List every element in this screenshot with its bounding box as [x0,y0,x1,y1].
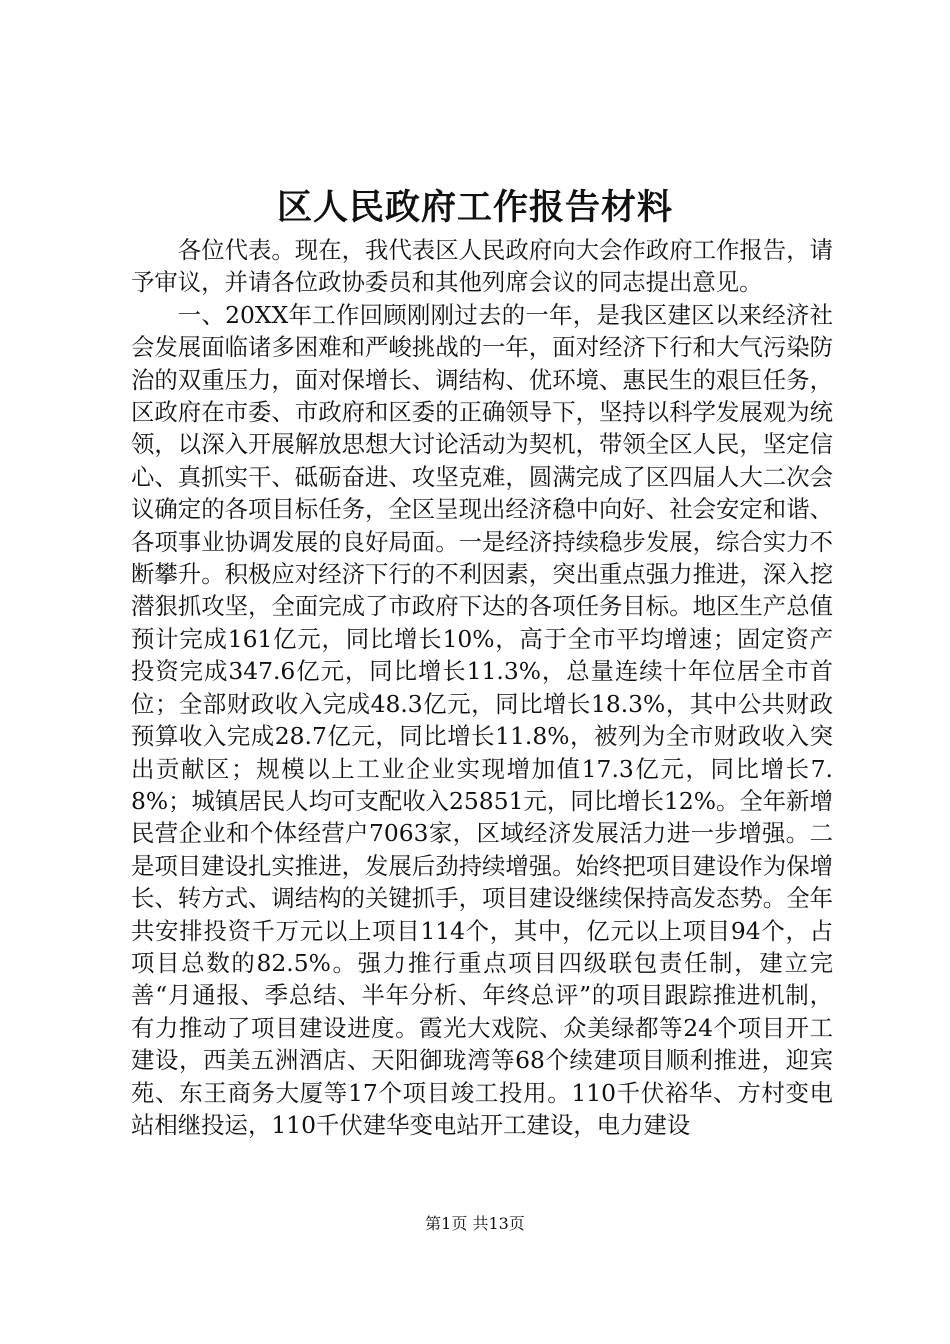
page-footer: 第1页 共13页 [425,1214,525,1233]
document-body [131,234,833,1141]
body-paragraph: 各位代表。现在，我代表区人民政府向大会作政府工作报告，请予审议，并请各位政协委员和其他列席会议的同志提出意见。 [131,236,833,297]
body-paragraph: 一、20XX年工作回顾刚刚过去的一年，是我区建区以来经济社会发展面临诸多困难和严峻挑战的一年，面对经济下行和大气污染防治的双重压力，面对保增长、调结构、优环境、惠民生的艰巨任务，区政府在市委、市政府和区委的正确领导下，坚持以科学发展观为统领，以深入开展解放思想大讨论活动为契机，带领全区人民，坚定信心、真抓实干、砥砺奋进、攻坚克难，圆满完成了区四届人大二次会议确定的各项目标任务，全区呈现出经济稳中向好、社会安定和谐、各项事业协调发展的良好局面。一是经济持续稳步发展，综合实力不断攀升。积极应对经济下行的不利因素，突出重点强力推进，深入挖潜狠抓攻坚，全面完成了市政府下达的各项任务目标。地区生产总值预计完成161亿元，同比增长10%，高于全市平均增速；固定资产投资完成347.6亿元，同比增长11.3%，总量连续十年位居全市首位；全部财政收入完成48.3亿元，同比增长18.3%，其中公共财政预算收入完成28.7亿元，同比增长11.8%，被列为全市财政收入突出贡献区；规模以上工业企业实现增加值17.3亿元，同比增长7.8%；城镇居民人均可支配收入25851元，同比增长12%。全年新增民营企业和个体经营户7063家，区域经济发展活力进一步增强。二是项目建设扎实推进，发展后劲持续增强。始终把项目建设作为保增长、转方式、调结构的关键抓手，项目建设继续保持高发态势。全年共安排投资千万元以上项目114个，其中，亿元以上项目94个，占项目总数的82.5%。强力推行重点项目四级联包责任制，建立完善“月通报、季总结、半年分析、年终总评”的项目跟踪推进机制，有力推动了项目建设进度。霞光大戏院、众美绿都等24个项目开工建设，西美五洲酒店、天阳御珑湾等68个续建项目顺利推进，迎宾苑、东王商务大厦等17个项目竣工投用。110千伏裕华、方村变电站相继投运，110千伏建华变电站开工建设，电力建设 [131,300,833,1139]
document-title: 区人民政府工作报告材料 [276,187,673,228]
